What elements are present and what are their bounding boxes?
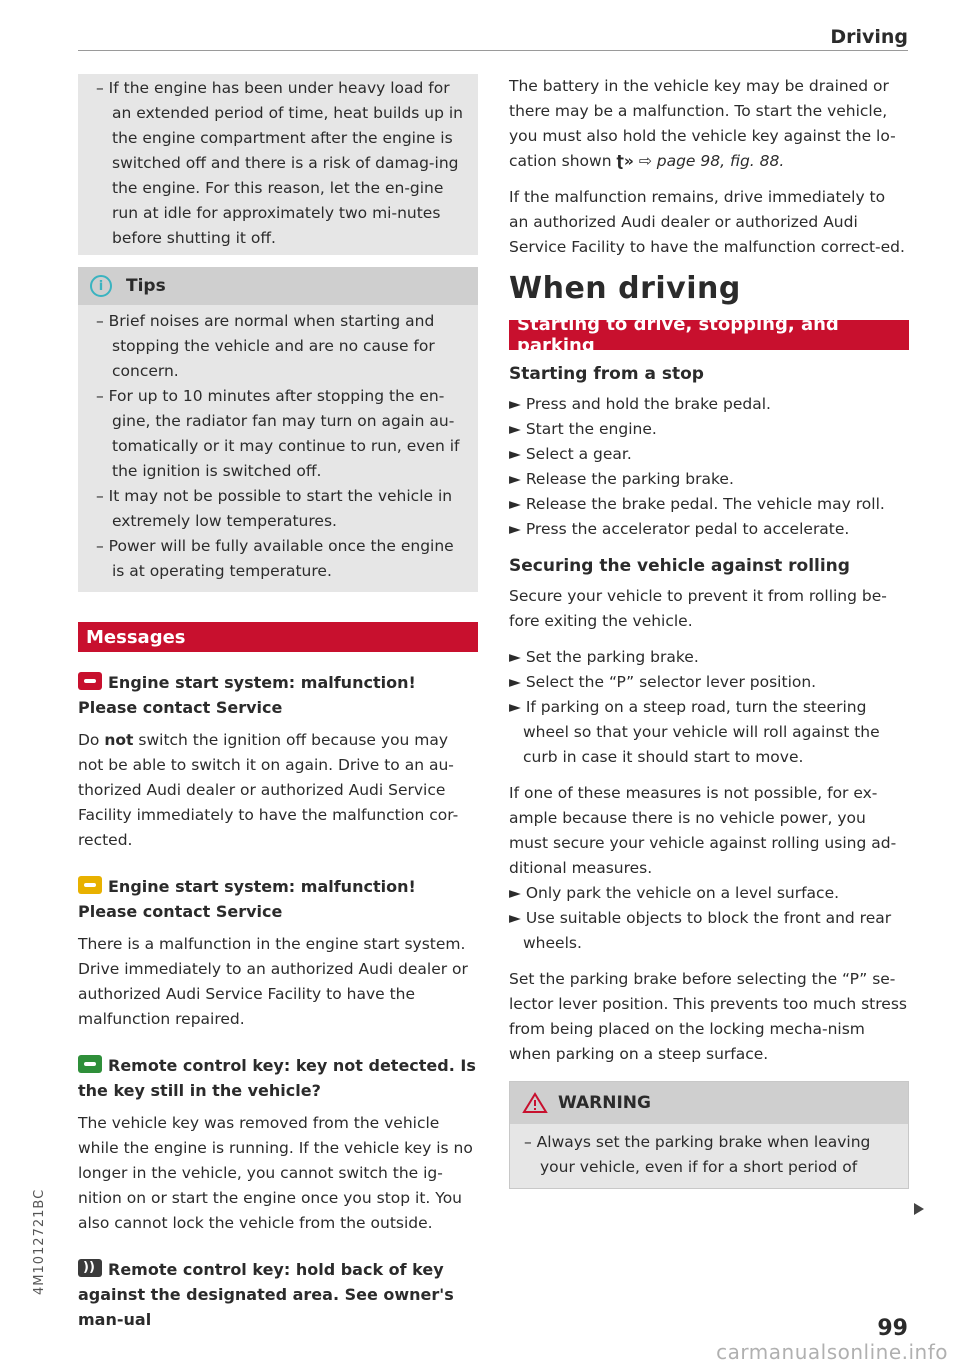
starting-heading: Starting from a stop	[509, 364, 704, 384]
subsection-heading: Starting to drive, stopping, and parking	[509, 320, 909, 350]
start-step: ► Press and hold the brake pedal.	[509, 395, 771, 413]
warning-text: – Always set the parking brake when leaving your vehicle, even if for a short period of	[524, 1133, 871, 1176]
message-heading-2: Engine start system: malfunction! Please contact Service	[78, 877, 416, 921]
securing-intro: Secure your vehicle to prevent it from rolling be-fore exiting the vehicle.	[509, 587, 887, 630]
start-step: ► Press the accelerator pedal to accelerate.	[509, 520, 850, 538]
left-column	[78, 74, 478, 1340]
message-heading-3: Remote control key: key not detected. Is the key still in the vehicle?	[78, 1056, 476, 1100]
heat-note-text: – If the engine has been under heavy load for an extended period of time, heat builds up in the engine compartment after the engine is switched off and there is a risk of damag-ing the engine. For this reason, let the en-gine run at idle for approximately two mi-nutes before shutting it off.	[96, 79, 464, 247]
heat-note-box	[78, 74, 478, 255]
tip-item: – For up to 10 minutes after stopping the en-gine, the radiator fan may turn on again au-tomatically or it may continue to run, even if the ignition is switched off.	[96, 387, 460, 480]
securing-heading: Securing the vehicle against rolling	[509, 556, 850, 576]
tip-item: – Brief noises are normal when starting and stopping the vehicle and are no cause for concern.	[96, 312, 435, 380]
key-signal-indicator-icon: ))	[78, 1259, 102, 1277]
page-number: 99	[877, 1316, 908, 1341]
warning-header	[510, 1082, 908, 1124]
key-location-icon: ʈ»	[616, 152, 634, 170]
tip-item: – Power will be fully available once the engine is at operating temperature.	[96, 537, 454, 580]
continue-arrow-icon	[914, 1203, 924, 1215]
tips-title: Tips	[126, 276, 166, 296]
parking-brake-paragraph: Set the parking brake before selecting the “P” se-lector lever position. This prevents too much stress from being placed on the locking mecha-nism when parking on a steep surface.	[509, 970, 907, 1063]
start-step: ► Select a gear.	[509, 445, 632, 463]
warning-title: WARNING	[558, 1093, 651, 1113]
message-body-1: Do not switch the ignition off because you may not be able to switch it on again. Drive to an au-thorized Audi dealer or authorized Audi Service Facility immediately to have the malfunction cor-rected.	[78, 731, 459, 849]
info-icon: i	[90, 275, 112, 297]
warning-box	[509, 1081, 909, 1189]
message-body-2: There is a malfunction in the engine start system. Drive immediately to an authorized Audi dealer or authorized Audi Service Facility to have the malfunction repaired.	[78, 935, 468, 1028]
message-heading-1: Engine start system: malfunction! Please contact Service	[78, 673, 416, 717]
tips-body	[78, 305, 478, 592]
tip-item: – It may not be possible to start the vehicle in extremely low temperatures.	[96, 487, 453, 530]
document-code: 4M1012721BC	[32, 1188, 47, 1295]
malfunction-paragraph: If the malfunction remains, drive immediately to an authorized Audi dealer or authorized Audi Service Facility to have the malfunction correct-ed.	[509, 188, 905, 256]
tips-header	[78, 267, 478, 305]
engine-start-yellow-indicator-icon	[78, 876, 102, 894]
header-title: Driving	[830, 26, 908, 48]
secure-step: ► Set the parking brake.	[509, 648, 699, 666]
message-heading-4: )) Remote control key: hold back of key against the designated area. See owner's man-ual	[78, 1260, 454, 1329]
key-not-detected-indicator-icon	[78, 1055, 102, 1073]
messages-heading: Messages	[78, 622, 478, 652]
secure-step: ► Select the “P” selector lever position.	[509, 673, 817, 691]
battery-paragraph: The battery in the vehicle key may be drained or there may be a malfunction. To start the vehicle, you must also hold the vehicle key against the lo-cation shown ʈ» ⇨ page 98, fig. 88.	[509, 77, 896, 170]
right-column	[509, 74, 909, 1189]
header-divider	[78, 50, 908, 51]
start-step: ► Release the brake pedal. The vehicle may roll.	[509, 495, 885, 513]
securing-paragraph: If one of these measures is not possible, for ex-ample because there is no vehicle power, you must secure your vehicle against rolling using ad-ditional measures.	[509, 784, 897, 877]
warning-body	[510, 1124, 908, 1188]
page-reference-link[interactable]: ⇨ page 98, fig. 88.	[638, 152, 785, 170]
secure-step: ► If parking on a steep road, turn the steering wheel so that your vehicle will roll against the curb in case it should start to move.	[509, 698, 880, 766]
secure-step: ► Use suitable objects to block the front and rear wheels.	[509, 909, 892, 952]
secure-step: ► Only park the vehicle on a level surface.	[509, 884, 840, 902]
section-title: When driving	[509, 271, 741, 306]
message-body-3: The vehicle key was removed from the vehicle while the engine is running. If the vehicle key is no longer in the vehicle, you cannot switch the ig-nition on or start the engine once you stop it. You also cannot lock the vehicle from the outside.	[78, 1114, 473, 1232]
engine-start-red-indicator-icon	[78, 672, 102, 690]
warning-triangle-icon	[522, 1092, 548, 1114]
watermark: carmanualsonline.info	[716, 1340, 948, 1364]
start-step: ► Start the engine.	[509, 420, 657, 438]
start-step: ► Release the parking brake.	[509, 470, 734, 488]
